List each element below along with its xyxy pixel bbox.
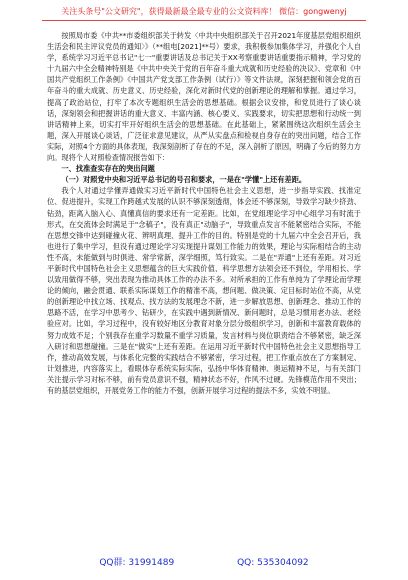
header-divider [42, 20, 366, 21]
contact-footer [0, 555, 408, 568]
promo-header: 关注头条号"公文研究"，获得最新最全最专业的公文资料库！ 微信：gongwenyj [61, 7, 347, 16]
body-paragraph: 我个人对通过学懂弄通做实习近平新时代中国特色社会主义思想，进一步指导实践、找准定位、促进提升，实现工作跨越式发展的认识不够深刻透彻，体会还不够深刻，导致学习缺少挤劲、钻劲，距离入脑入心、真懂真信的要求还有一定差距。比如，在党组理论学习中心组学习有时流于形式，在交流体会时满足于"念稿子"，没有真正"动脑子"，导致重点发言不能紧密结合实际，不能在思想交锋中达到碰撞火花、辨明真理、提升工作的目的。特别是党的十九届六中全会召开后，我也进行了集中学习，但没有通过理论学习实现提升谋划工作能力的效果，理论与实际相结合的主动性不高，未能做到与时俱进、常学常新，深学细照，笃行致实。二是在"弄通"上还有差距。对习近平新时代中国特色社会主义思想蕴含的巨大实践价值、科学思想方法领会还不到位，学用相长、学以致用做得不够，突出表现为推动具体工作的办法不多。对所承担的工作有单纯为了学理论而学理论的倾向，融会贯通、联系实际谋划工作的精准不高，想问题、做决策、定目标时站位不高，从党的创新理论中找立场、找观点、找方法的发展理念不新，进一步解放思想、创新理念、推动工作的思路不活，在学习中思考少、钻研少，在实践中遇到新情况、新问题时，总是习惯用老办法、老经验应对。比如，学习过程中，没有较好地区分教育对象分层分级组织学习，创新和丰富教育载体的努力成效不足；个别我存在重学习数量不重学习质量，发言材料与岗位职责结合不够紧密，缺乏深入研讨和思想碰撞。三是在"做实"上还有差距。在运用习近平新时代中国特色社会主义思想指导工作，推动高效发展，与体系化完整的实践结合不够紧密，学习过程，把工作重点放在了方案制定、计划推进，内容落实上，看眼体存系统实际实际，弘扬中华体育精神、奥运精神不足，与有关部门关注提示学习对标不够，前有党员意识不强，精神状态不好，作风不过硬。先锋模范作用不突出；有的基层党组织，开展党务工作的能力不强，创新开展学习过程的提法不多，实效不明显。 [47, 186, 361, 395]
qq-group-text: QQ群: 31991489 [99, 558, 175, 568]
subsection-title: （一）对照党中央和习近平总书记的号召和要求，一是在"学懂"上还有差距。 [61, 175, 307, 185]
qq-text: QQ: 535304092 [237, 558, 309, 568]
document-body [47, 30, 361, 396]
section-title: 一、找准查实存在的突出问题 [61, 164, 155, 174]
intro-paragraph: 按照局市委《中共**市委组织部关于转发〈中共中央组织部关于召开2021年度基层党组织组织生活会和民主评议党员的通知〉》（**组电[2021]**号）要求，我积极参加集体学习，并强化个人自学，系统学习习近平总书记"七一"重要讲话及总书记关于XX考察重要讲话重要指示精神，学习党的十九届六中全会精神特别是《中共中央关于党的百年奋斗重大成就和历史经验的决议》、党章和《中国共产党组织工作条例》《中国共产党支部工作条例（试行）》等文件法规，深刻把握和领会党的百年奋斗的重大成就、历史意义、历史经验，深化对新时代党的创新理论的理解和掌握。通过学习，提高了政治站位，打牢了本次专题组织生活会的思想基础。根据会议安排，和党员进行了谈心谈话，深刻领会和把握讲话的重大意义、丰富内涵、核心要义、实践要求，切实把思想和行动统一到讲话精神上来，切实打牢开好组织生活会的思想基础。在此基础上，紧紧围绕这次组织生活会主题，深入开展谈心谈话，广泛征求意见建议，从严从实盘点和检视自身存在的突出问题，结合工作实际，对照4个方面的具体表现，我深刻剖析了存在的不足，深入剖析了原因，明确了今后的努力方向。现将个人对照检查情况报告如下： [47, 31, 361, 163]
